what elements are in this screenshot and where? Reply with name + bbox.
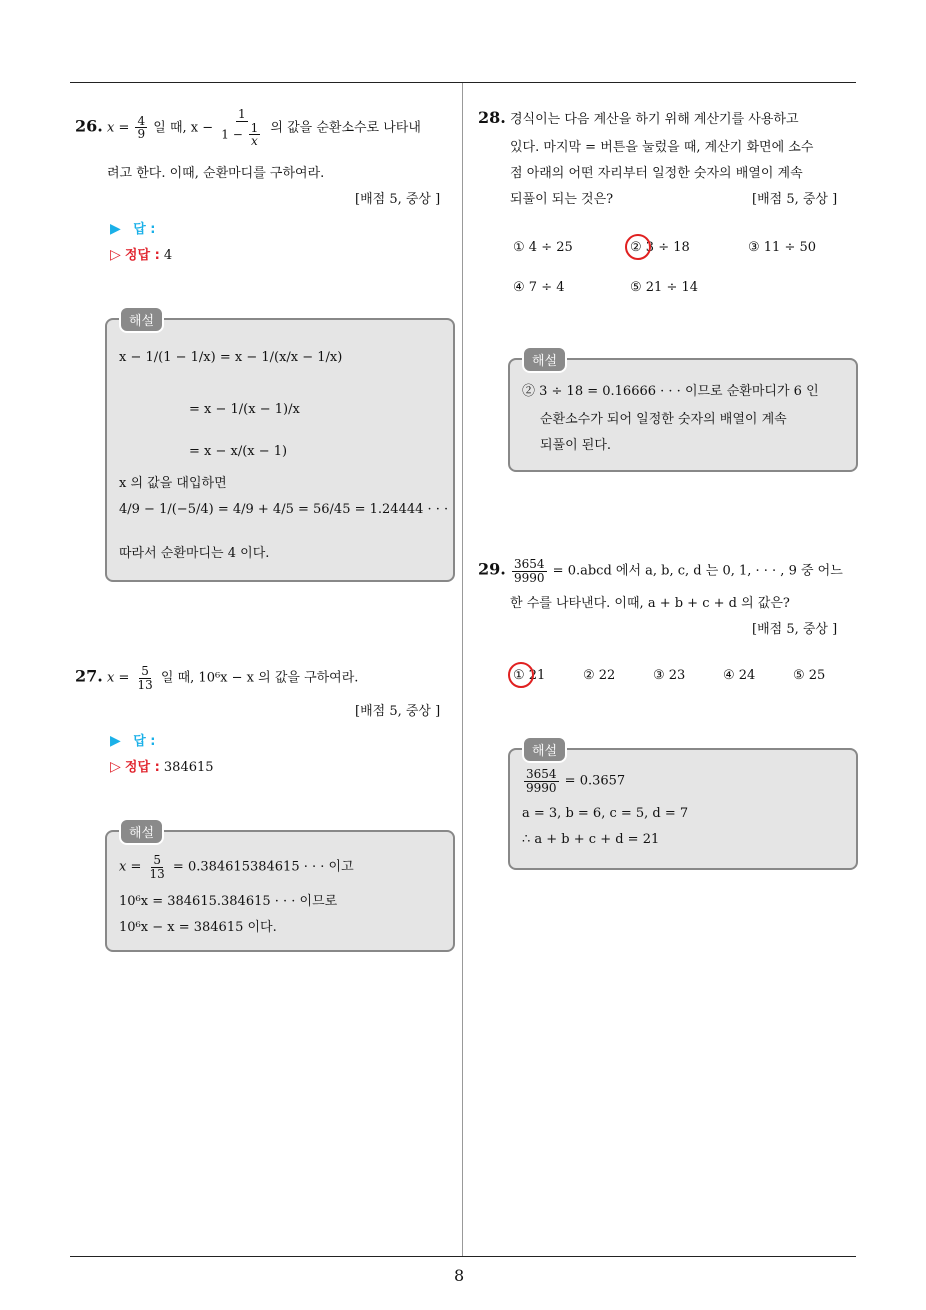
q28-number: 28. xyxy=(478,108,506,127)
q26-sol-line1: x − 1/(1 − 1/x) = x − 1/(x/x − 1/x) xyxy=(119,350,343,365)
q26-stem: 26. x = $\frac{4}{9}$ 일 때, x − 1 1 − $\frac{1}{x}$ 의 값을 순환소수로 나타내 xyxy=(75,107,421,149)
q27-score: [배점 5, 중상 ] xyxy=(355,704,441,719)
selected-answer-circle-icon xyxy=(508,662,534,688)
q27-sol-line2: 10⁶x = 384615.384615 · · · 이므로 xyxy=(119,894,338,909)
q28-stem-line4: 되풀이 되는 것은? xyxy=(510,192,614,207)
q26-sol-line5: 4/9 − 1/(−5/4) = 4/9 + 4/5 = 56/45 = 1.24444 · · · xyxy=(119,502,449,517)
q28-sol-line3: 되풀이 된다. xyxy=(540,438,612,453)
correct-triangle-icon: ▷ xyxy=(110,247,121,263)
q26-correct: ▷ 정답 : 4 xyxy=(110,247,173,263)
q26-number: 26. xyxy=(75,116,103,136)
q27-explanation-tab: 해설 xyxy=(119,818,164,845)
q29-sol-line1: $\frac{3654}{9990}$ = 0.3657 xyxy=(526,767,626,795)
q29-explanation-box xyxy=(508,744,858,870)
q27-explanation-box xyxy=(105,826,455,952)
q27-correct: ▷ 정답 : 384615 xyxy=(110,759,214,775)
q28-option-4[interactable]: ④ 7 ÷ 4 xyxy=(513,280,565,295)
q26-explanation-box xyxy=(105,314,455,582)
q26-stem-line2: 려고 한다. 이때, 순환마디를 구하여라. xyxy=(107,166,325,181)
q26-sol-line6: 따라서 순환마디는 4 이다. xyxy=(119,546,270,561)
q29-explanation-tab: 해설 xyxy=(522,736,567,763)
column-divider xyxy=(462,83,463,1257)
q26-correct-value: 4 xyxy=(163,248,173,263)
q29-stem-line2: 한 수를 나타낸다. 이때, a + b + c + d 의 값은? xyxy=(510,596,790,611)
answer-triangle-icon: ▶ xyxy=(110,733,121,749)
page-number: 8 xyxy=(454,1266,465,1285)
q26-score: [배점 5, 중상 ] xyxy=(355,192,441,207)
q28-score: [배점 5, 중상 ] xyxy=(752,192,838,207)
q28-stem-line3: 점 아래의 어떤 자리부터 일정한 숫자의 배열이 계속 xyxy=(510,166,803,181)
correct-triangle-icon: ▷ xyxy=(110,759,121,775)
q28-explanation-tab: 해설 xyxy=(522,346,567,373)
q29-option-5[interactable]: ⑤ 25 xyxy=(793,668,826,683)
q29-score: [배점 5, 중상 ] xyxy=(752,622,838,637)
q27-correct-value: 384615 xyxy=(163,760,214,775)
q29-option-4[interactable]: ④ 24 xyxy=(723,668,756,683)
q26-answer: ▶ 답 : xyxy=(110,221,156,237)
answer-triangle-icon: ▶ xyxy=(110,221,121,237)
q29-option-3[interactable]: ③ 23 xyxy=(653,668,686,683)
top-rule xyxy=(70,82,856,83)
q29-option-1[interactable]: ① 21 xyxy=(513,668,546,683)
q28-option-1[interactable]: ① 4 ÷ 25 xyxy=(513,240,573,255)
q29-sol-line3: ∴ a + b + c + d = 21 xyxy=(522,832,660,847)
q26-sol-line4: x 의 값을 대입하면 xyxy=(119,476,227,491)
q28-explanation-box xyxy=(508,354,858,472)
q28-sol-line2: 순환소수가 되어 일정한 숫자의 배열이 계속 xyxy=(540,412,787,427)
q29-stem: 29. $\frac{3654}{9990}$ = 0.abcd 에서 a, b, c, d 는 0, 1, · · · , 9 중 어느 xyxy=(478,557,843,585)
q28-option-2[interactable]: ② 3 ÷ 18 xyxy=(630,240,690,255)
q26-sol-line2: = x − 1/(x − 1)/x xyxy=(189,402,300,417)
q29-sol-line2: a = 3, b = 6, c = 5, d = 7 xyxy=(522,806,689,821)
q27-sol-line1: x = $\frac{5}{13}$ = 0.384615384615 · · · 이고 xyxy=(119,853,354,881)
q27-sol-line3: 10⁶x − x = 384615 이다. xyxy=(119,920,277,935)
q29-number: 29. xyxy=(478,559,506,579)
q29-option-2[interactable]: ② 22 xyxy=(583,668,616,683)
q26-explanation-tab: 해설 xyxy=(119,306,164,333)
q27-answer: ▶ 답 : xyxy=(110,733,156,749)
q28-option-3[interactable]: ③ 11 ÷ 50 xyxy=(748,240,817,255)
q26-sol-line3: = x − x/(x − 1) xyxy=(189,444,288,459)
q28-stem-line2: 있다. 마지막 = 버튼을 눌렀을 때, 계산기 화면에 소수 xyxy=(510,140,814,155)
q27-stem: 27. x = $\frac{5}{13}$ 일 때, 10⁶x − x 의 값을 구하여라. xyxy=(75,664,359,692)
bottom-rule xyxy=(70,1256,856,1257)
selected-answer-circle-icon xyxy=(625,234,651,260)
q28-option-5[interactable]: ⑤ 21 ÷ 14 xyxy=(630,280,699,295)
q27-number: 27. xyxy=(75,666,103,686)
q28-sol-line1: ② 3 ÷ 18 = 0.16666 · · · 이므로 순환마디가 6 인 xyxy=(522,384,819,399)
q28-stem: 28. 경식이는 다음 계산을 하기 위해 계산기를 사용하고 xyxy=(478,108,799,127)
